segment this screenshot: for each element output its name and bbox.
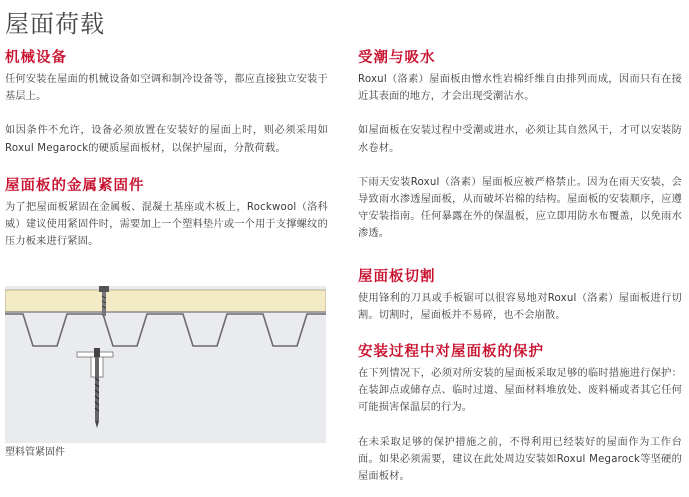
section-heading-cutting: 屋面板切割 — [358, 268, 436, 285]
paragraph: 使用锋利的刀具或手板锯可以很容易地对Roxul（洛素）屋面板进行切割。切割时，屋面板并不易碎，也不会崩散。 — [358, 292, 682, 321]
paragraph: 下雨天安装Roxul（洛素）屋面板应被严格禁止。因为在雨天安装，会导致雨水渗透屋面板，从而破坏岩棉的结构。屋面板的安装顺序，应遵守安装指南。任何暴露在外的保温板，应立即用防水布覆盖，以免雨水渗透。 — [358, 176, 682, 240]
paragraph: 在未采取足够的保护措施之前，不得利用已经装好的屋面作为工作台面。如果必须需要，建议在此处周边安装如Roxul Megarock等坚硬的屋面板材。 — [358, 436, 682, 483]
fastener-head — [99, 286, 109, 292]
section-heading-moisture: 受潮与吸水 — [358, 50, 436, 66]
left-column — [5, 48, 328, 250]
insulation-board — [5, 290, 326, 312]
paragraph: 如因条件不允许，设备必须放置在安装好的屋面上时，则必须采用如Roxul Megarock的硬质屋面板材，以保护屋面，分散荷载。 — [5, 125, 328, 154]
right-column — [358, 48, 682, 485]
paragraph: 在下列情况下，必须对所安装的屋面板采取足够的临时措施进行保护：在装卸点或储存点、临时过道、屋面材料堆放处、废料桶或者其它任何可能损害保温层的行为。 — [358, 368, 682, 414]
paragraph: 为了把屋面板紧固在金属板、混凝土基座或木板上，Rockwool（洛科威）建议使用紧固件时，需要加上一个塑料垫片或一个用于支撑螺纹的压力板来进行紧固。 — [5, 201, 328, 248]
screw-shank — [95, 357, 99, 421]
figure-caption: 塑料管紧固件 — [5, 447, 65, 458]
metal-deck — [5, 314, 326, 346]
paragraph: 如屋面板在安装过程中受潮或进水，必须让其自然风干，才可以安装防水卷材。 — [358, 125, 682, 154]
section-heading-machinery: 机械设备 — [5, 50, 67, 66]
page-title: 屋面荷载 — [5, 10, 105, 38]
paragraph: 任何安装在屋面的机械设备如空调和制冷设备等，都应直接独立安装于基层上。 — [5, 74, 328, 103]
fastener-diagram — [5, 286, 326, 443]
section-heading-protection: 安装过程中对屋面板的保护 — [358, 344, 544, 361]
paragraph: Roxul（洛素）屋面板由憎水性岩棉纤维自由排列而成，因而只有在接近其表面的地方，才会出现受潮沾水。 — [358, 74, 682, 103]
section-heading-fasteners: 屋面板的金属紧固件 — [5, 177, 145, 194]
fastener-illustration — [5, 286, 326, 443]
